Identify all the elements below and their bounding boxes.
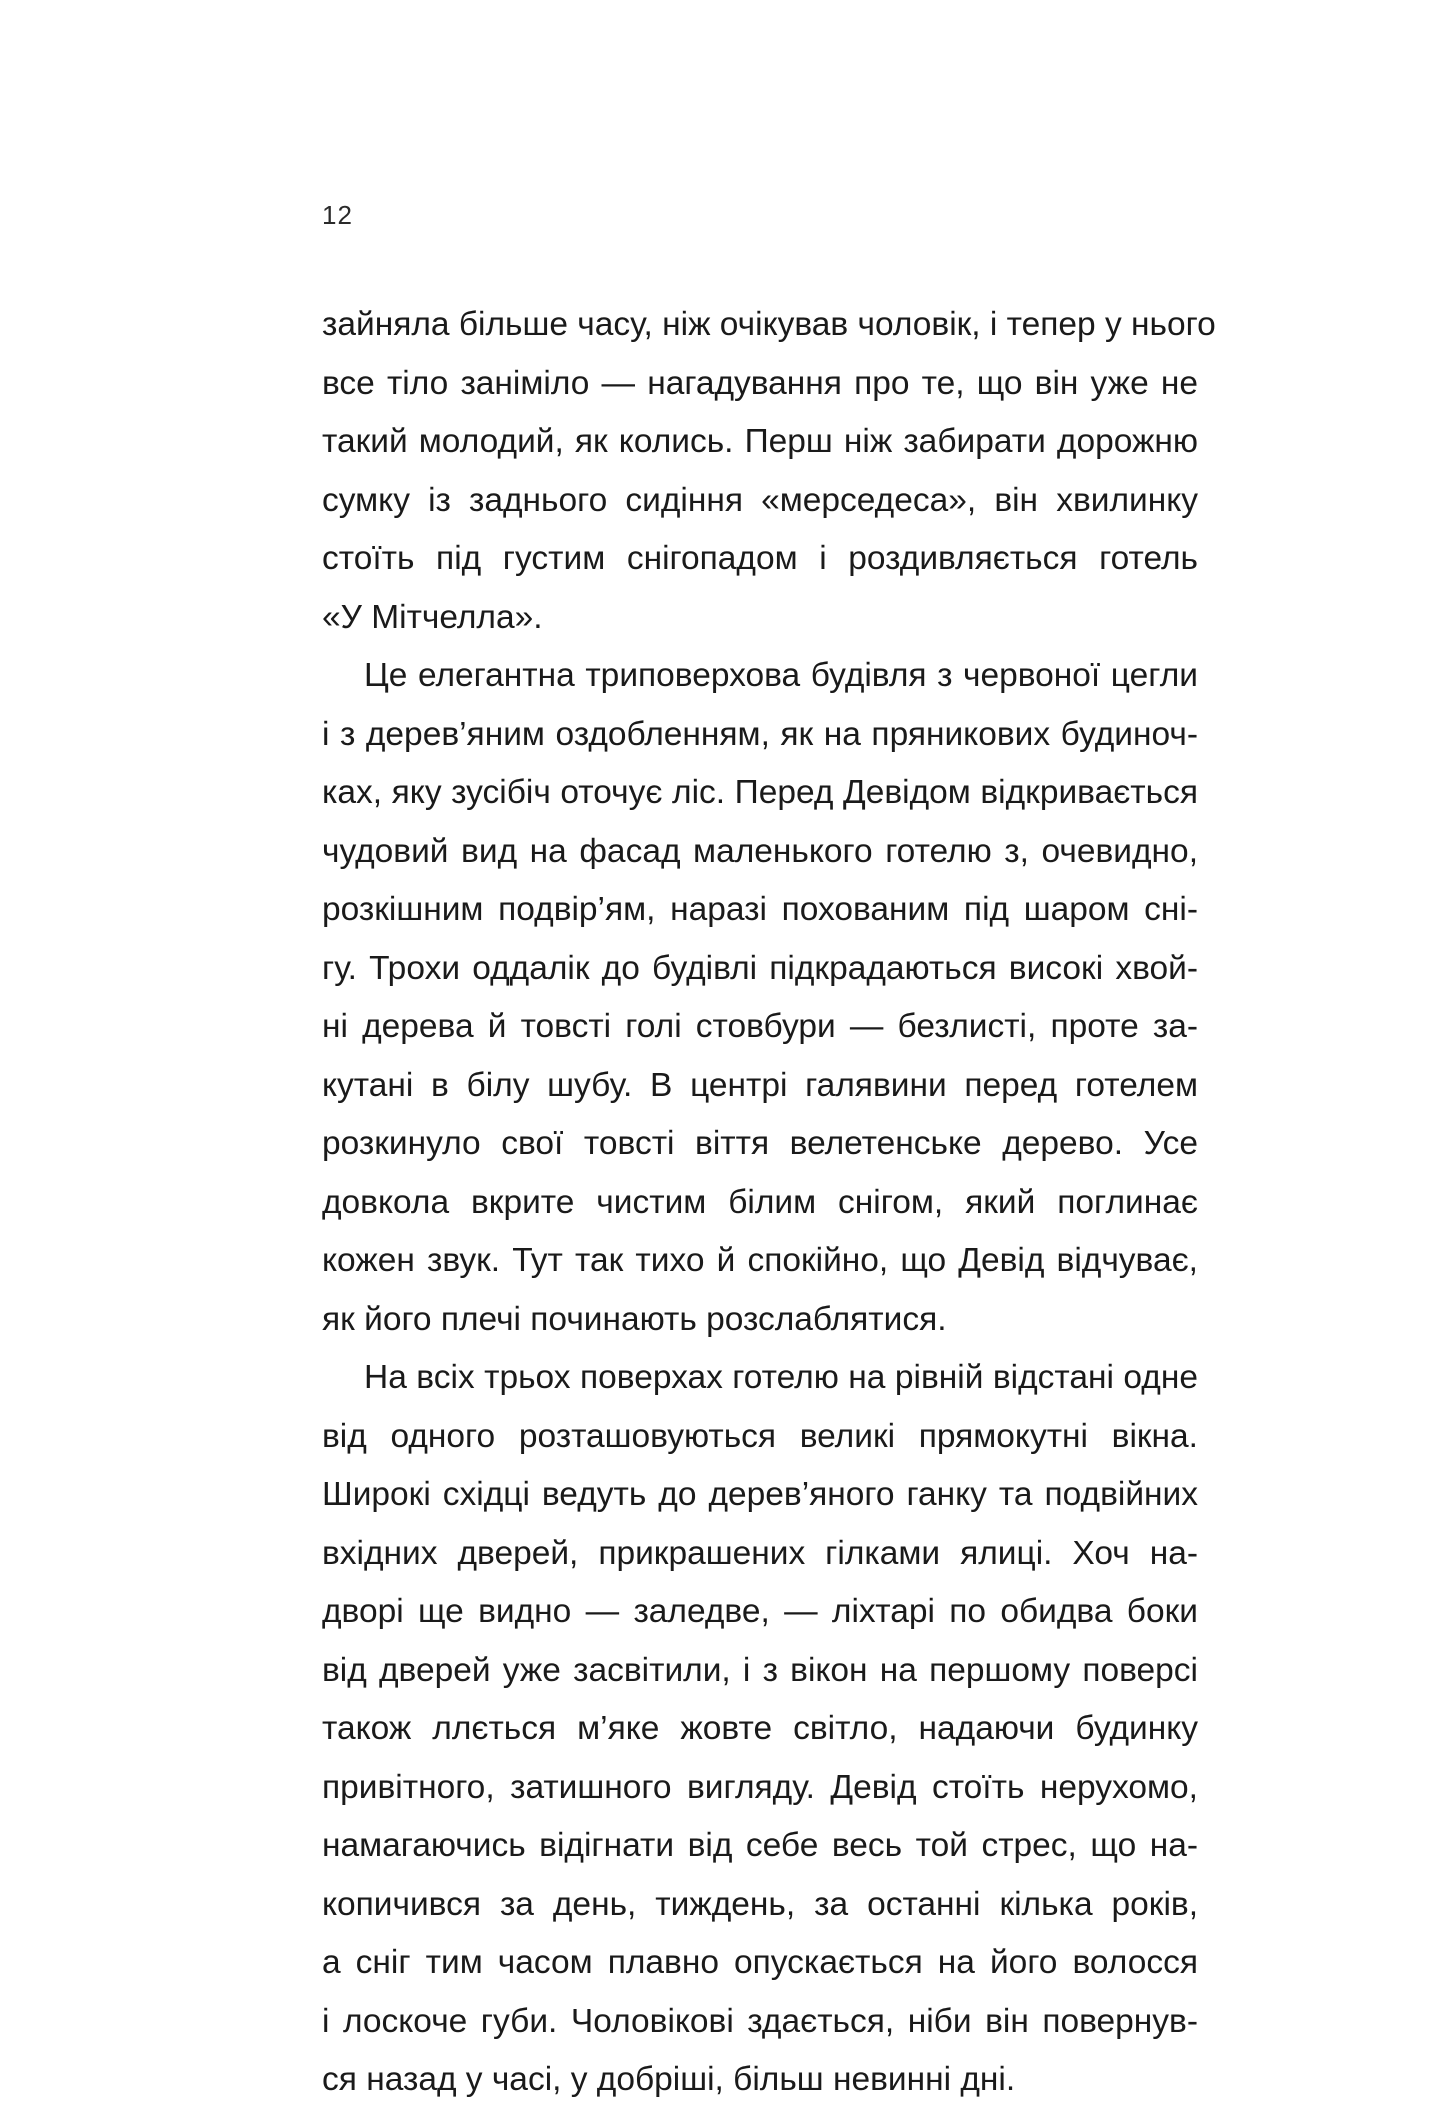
text-line: сумку із заднього сидіння «мерседеса», він хвилинку	[322, 481, 1198, 519]
text-line: стоїть під густим снігопадом і роздивляється готель	[322, 540, 1198, 577]
text-line: кутані в білу шубу. В центрі галявини перед готелем	[322, 1066, 1198, 1104]
text-line: розкинуло свої товсті віття велетенське дерево. Усе	[322, 1125, 1198, 1162]
text-line: «У Мітчелла».	[322, 598, 543, 636]
text-line: Це елегантна триповерхова будівля з червоної цегли	[364, 657, 1198, 694]
text-line: дворі ще видно — заледве, — ліхтарі по обидва боки	[322, 1593, 1198, 1630]
text-line: ся назад у часі, у добріші, більш невинні дні.	[322, 2061, 1016, 2098]
text-line: гу. Трохи оддалік до будівлі підкрадаються високі хвой-	[322, 949, 1198, 987]
text-line: зайняла більше часу, ніж очікував чоловік, і тепер у нього	[322, 306, 1216, 343]
text-line: а сніг тим часом плавно опускається на його волосся	[322, 1944, 1198, 1981]
paragraph	[322, 1349, 1198, 2110]
text-line: намагаючись відігнати від себе весь той стрес, що на-	[322, 1827, 1198, 1864]
text-line: Широкі східці ведуть до дерев’яного ганку та подвійних	[322, 1476, 1198, 1513]
text-line: і лоскоче губи. Чоловікові здається, ніби він повернув-	[322, 2002, 1198, 2040]
text-line: чудовий вид на фасад маленького готелю з, очевидно,	[322, 832, 1198, 870]
text-line: також ллється м’яке жовте світло, надаючи будинку	[322, 1710, 1198, 1747]
text-line: вхідних дверей, прикрашених гілками ялиці. Хоч на-	[322, 1534, 1198, 1572]
page-number: 12	[322, 200, 353, 230]
text-line: ні дерева й товсті голі стовбури — безлисті, проте за-	[322, 1008, 1198, 1045]
text-line: все тіло заніміло — нагадування про те, що він уже не	[322, 364, 1198, 402]
text-line: розкішним подвір’ям, наразі похованим під шаром сні-	[322, 891, 1198, 928]
text-line: На всіх трьох поверхах готелю на рівній відстані одне	[364, 1359, 1198, 1396]
text-line: від дверей уже засвітили, і з вікон на першому поверсі	[322, 1651, 1198, 1689]
text-line: копичився за день, тиждень, за останні кілька років,	[322, 1885, 1198, 1923]
paragraph	[322, 296, 1216, 647]
text-line: як його плечі починають розслаблятися.	[322, 1300, 947, 1338]
text-line: і з дерев’яним оздобленням, як на пряникових будиноч-	[322, 715, 1198, 753]
body-text	[322, 296, 1216, 2110]
text-line: кожен звук. Тут так тихо й спокійно, що Девід відчуває,	[322, 1242, 1198, 1279]
paragraph	[322, 647, 1198, 1349]
text-line: довкола вкрите чистим білим снігом, який поглинає	[322, 1183, 1198, 1221]
text-line: такий молодий, як колись. Перш ніж забирати дорожню	[322, 423, 1198, 460]
text-line: ках, яку зусібіч оточує ліс. Перед Девідом відкривається	[322, 774, 1198, 811]
text-line: від одного розташовуються великі прямокутні вікна.	[322, 1417, 1198, 1455]
text-line: привітного, затишного вигляду. Девід стоїть нерухомо,	[322, 1768, 1198, 1806]
